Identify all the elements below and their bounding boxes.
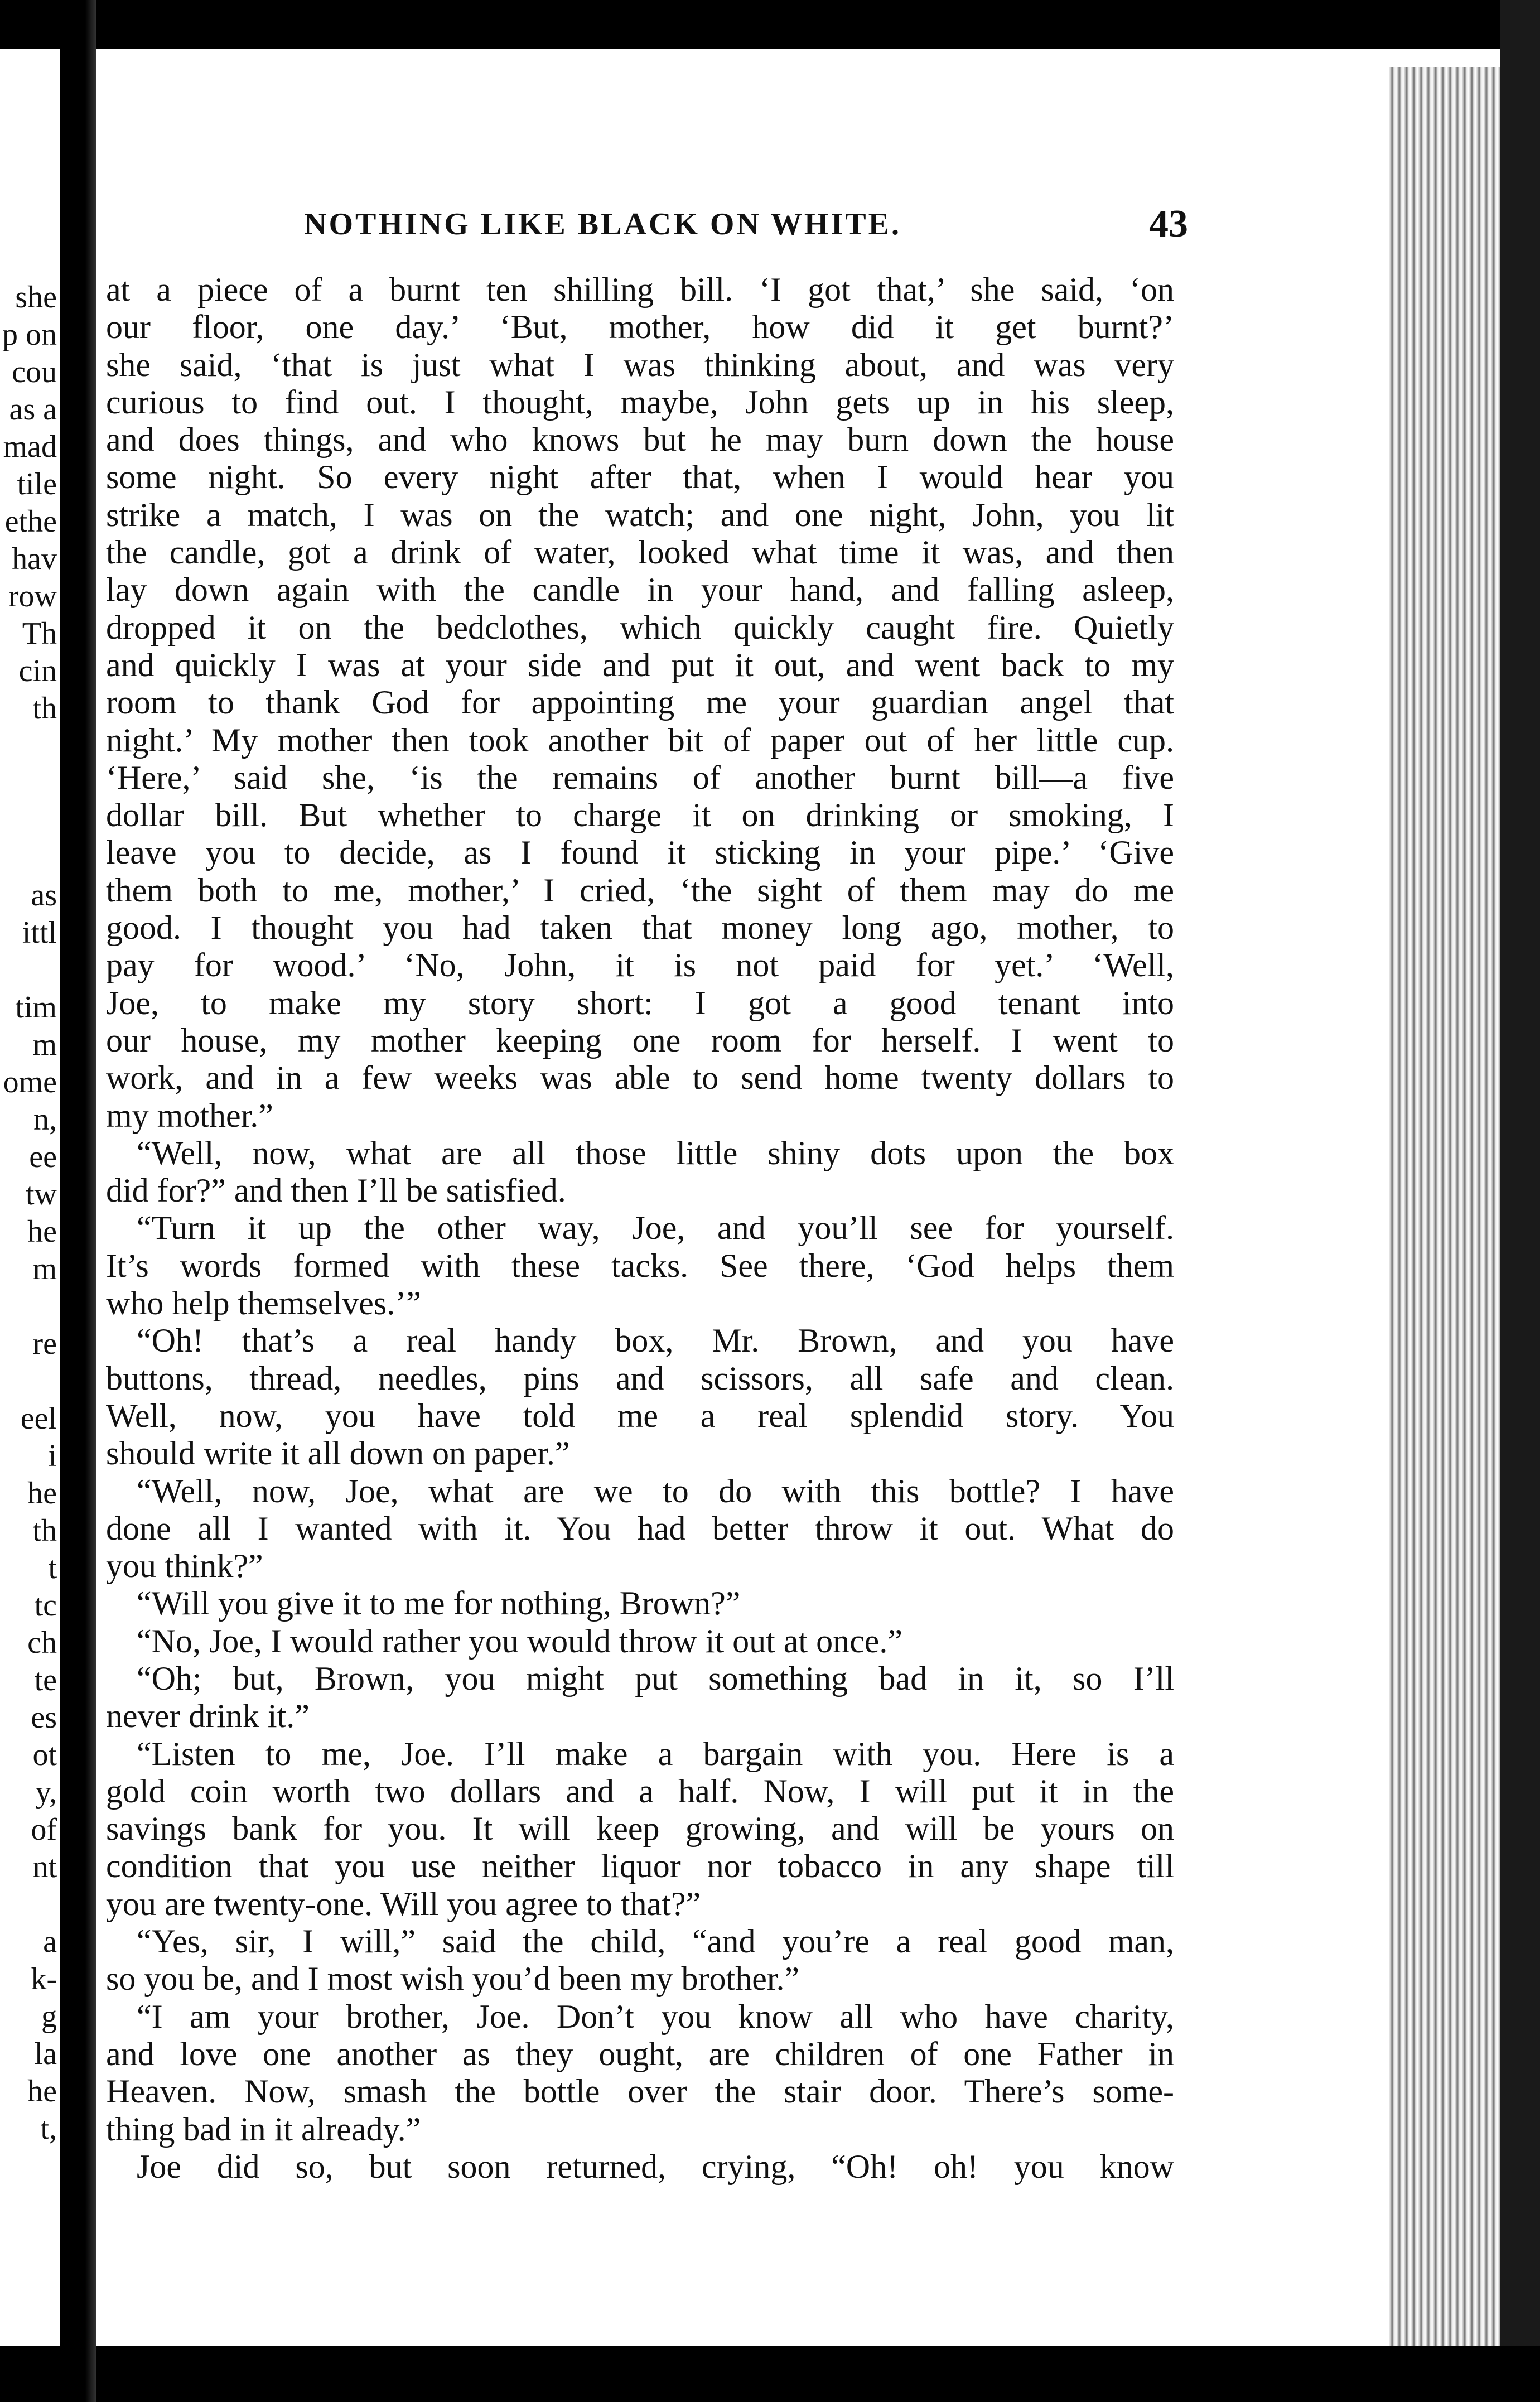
adjacent-page-fragment: t <box>48 1551 57 1585</box>
text-line: It’s words formed with these tacks. See there, ‘God helps them <box>106 1247 1174 1284</box>
text-line: Heaven. Now, smash the bottle over the stair door. There’s some- <box>106 2073 1174 2110</box>
text-line: and love one another as they ought, are children of one Father in <box>106 2035 1174 2072</box>
text-line: at a piece of a burnt ten shilling bill. ‘I got that,’ she said, ‘on <box>106 271 1174 308</box>
text-line: “Oh! that’s a real handy box, Mr. Brown, and you have <box>137 1322 1174 1359</box>
adjacent-page-fragment: p on <box>2 317 57 352</box>
adjacent-page-fragment: tile <box>17 467 57 501</box>
text-line: them both to me, mother,’ I cried, ‘the sight of them may do me <box>106 871 1174 909</box>
adjacent-page-fragment: as <box>31 878 57 913</box>
adjacent-page-fragment: te <box>34 1663 57 1697</box>
adjacent-page-fragment: as a <box>9 392 57 427</box>
adjacent-page-fragment: k- <box>31 1962 57 1996</box>
adjacent-page-fragments <box>0 279 60 2343</box>
adjacent-page-fragment: Th <box>22 616 57 651</box>
adjacent-page-fragment: he <box>27 1214 57 1249</box>
text-line: and does things, and who knows but he may burn down the house <box>106 421 1174 459</box>
scan-bottom-border <box>0 2346 1540 2402</box>
adjacent-page-fragment <box>0 840 60 877</box>
adjacent-page-fragment: of <box>31 1812 57 1847</box>
adjacent-page-fragment: n, <box>33 1102 57 1137</box>
text-line: buttons, thread, needles, pins and scissors, all safe and clean. <box>106 1359 1174 1397</box>
text-line: condition that you use neither liquor nor tobacco in any shape till <box>106 1848 1174 1885</box>
text-line: dropped it on the bedclothes, which quickly caught fire. Quietly <box>106 609 1174 646</box>
text-line: pay for wood.’ ‘No, John, it is not paid for yet.’ ‘Well, <box>106 947 1174 984</box>
adjacent-page-fragment <box>0 1288 60 1325</box>
text-line: Joe, to make my story short: I got a good tenant into <box>106 984 1174 1021</box>
text-line: curious to find out. I thought, maybe, John gets up in his sleep, <box>106 383 1174 421</box>
text-line: leave you to decide, as I found it sticking in your pipe.’ ‘Give <box>106 834 1174 871</box>
adjacent-page-fragment: mad <box>3 430 57 464</box>
text-line: “Well, now, what are all those little shiny dots upon the box <box>137 1134 1174 1171</box>
adjacent-page-fragment: m <box>32 1028 57 1062</box>
text-line: she said, ‘that is just what I was thinking about, and was very <box>106 346 1174 383</box>
adjacent-page-fragment: es <box>31 1700 57 1735</box>
text-line: “Listen to me, Joe. I’ll make a bargain with you. Here is a <box>137 1735 1174 1772</box>
text-line: did for?” and then I’ll be satisfied. <box>106 1172 566 1209</box>
text-line: good. I thought you had taken that money long ago, mother, to <box>106 909 1174 947</box>
text-line: “I am your brother, Joe. Don’t you know all who have charity, <box>137 1998 1174 2035</box>
text-line: thing bad in it already.” <box>106 2110 421 2148</box>
text-line: gold coin worth two dollars and a half. Now, I will put it in the <box>106 1772 1174 1810</box>
text-line: “Oh; but, Brown, you might put something bad in it, so I’ll <box>137 1660 1174 1697</box>
text-line: Well, now, you have told me a real splendid story. You <box>106 1397 1174 1434</box>
text-line: never drink it.” <box>106 1697 310 1735</box>
adjacent-page-fragment: cou <box>12 355 57 389</box>
text-line: and quickly I was at your side and put it out, and went back to my <box>106 646 1174 683</box>
text-line: Joe did so, but soon returned, crying, “Oh! oh! you know <box>137 2148 1174 2185</box>
adjacent-page-fragment: la <box>34 2037 57 2071</box>
text-line: my mother.” <box>106 1097 273 1134</box>
adjacent-page-fragment: tw <box>26 1177 57 1212</box>
adjacent-page-fragment: g <box>41 1999 57 2034</box>
text-line: work, and in a few weeks was able to send home twenty dollars to <box>106 1059 1174 1097</box>
text-line: you think?” <box>106 1547 263 1585</box>
text-line: “Turn it up the other way, Joe, and you’ll see for yourself. <box>137 1209 1174 1247</box>
scan-right-border <box>1500 0 1540 2402</box>
adjacent-page-fragment: i <box>48 1439 57 1473</box>
text-line: our floor, one day.’ ‘But, mother, how did it get burnt?’ <box>106 308 1174 346</box>
text-line: you are twenty-one. Will you agree to that?” <box>106 1885 701 1922</box>
adjacent-page-fragment: row <box>8 579 57 614</box>
adjacent-page-fragment: ch <box>27 1626 57 1660</box>
text-line: dollar bill. But whether to charge it on drinking or smoking, I <box>106 797 1174 834</box>
text-line: the candle, got a drink of water, looked what time it was, and then <box>106 534 1174 571</box>
adjacent-page-fragment: ittl <box>22 915 57 950</box>
adjacent-page-fragment: nt <box>32 1850 57 1884</box>
adjacent-page-fragment: tim <box>15 990 57 1025</box>
book-gutter-shadow <box>60 0 96 2402</box>
adjacent-page-fragment <box>0 952 60 989</box>
text-line: should write it all down on paper.” <box>106 1435 570 1472</box>
adjacent-page-fragment: hav <box>12 542 57 576</box>
text-line: lay down again with the candle in your hand, and falling asleep, <box>106 571 1174 609</box>
adjacent-page-fragment: a <box>43 1925 57 1959</box>
adjacent-page-fragment: y, <box>35 1775 57 1810</box>
page-number: 43 <box>1149 202 1188 245</box>
adjacent-page-fragment: he <box>27 2074 57 2109</box>
text-line: “Yes, sir, I will,” said the child, “and you’re a real good man, <box>137 1923 1174 1960</box>
adjacent-page-fragment: ot <box>32 1738 57 1772</box>
text-line: done all I wanted with it. You had better throw it out. What do <box>106 1509 1174 1547</box>
running-header <box>304 202 1188 251</box>
running-title: NOTHING LIKE BLACK ON WHITE. <box>304 207 901 242</box>
adjacent-page-fragment: ome <box>3 1065 57 1099</box>
adjacent-page-fragment: t, <box>40 2111 57 2146</box>
text-line: savings bank for you. It will keep growing, and will be yours on <box>106 1810 1174 1848</box>
adjacent-page-fragment: ethe <box>4 504 57 539</box>
adjacent-page-fragment <box>0 1363 60 1400</box>
page-edge-texture <box>1389 67 1500 2371</box>
adjacent-page-fragment: cin <box>18 654 57 688</box>
text-line: “Will you give it to me for nothing, Brown?” <box>137 1585 741 1622</box>
adjacent-page-fragment <box>0 1886 60 1923</box>
adjacent-page-fragment: th <box>32 691 57 726</box>
adjacent-page-fragment: m <box>32 1252 57 1286</box>
scan-top-border <box>0 0 1540 49</box>
text-line: so you be, and I most wish you’d been my brother.” <box>106 1960 800 1998</box>
body-text <box>106 271 1174 2186</box>
text-line: “Well, now, Joe, what are we to do with this bottle? I have <box>137 1472 1174 1509</box>
text-line: our house, my mother keeping one room for herself. I went to <box>106 1021 1174 1059</box>
adjacent-page-fragment: she <box>15 280 57 315</box>
text-line: ‘Here,’ said she, ‘is the remains of another burnt bill—a five <box>106 759 1174 796</box>
text-line: night.’ My mother then took another bit of paper out of her little cup. <box>106 721 1174 759</box>
text-line: room to thank God for appointing me your guardian angel that <box>106 684 1174 721</box>
adjacent-page-fragment: eel <box>20 1401 57 1436</box>
text-line: who help themselves.’” <box>106 1285 421 1322</box>
text-line: strike a match, I was on the watch; and one night, John, you lit <box>106 496 1174 533</box>
adjacent-page-fragment <box>0 727 60 765</box>
text-line: “No, Joe, I would rather you would throw it out at once.” <box>137 1622 902 1660</box>
adjacent-page-fragment <box>0 765 60 802</box>
adjacent-page-fragment: th <box>32 1513 57 1548</box>
adjacent-page-fragment <box>0 802 60 840</box>
adjacent-page-fragment: re <box>32 1327 57 1361</box>
adjacent-page-fragment: ee <box>29 1140 57 1174</box>
adjacent-page-fragment: he <box>27 1476 57 1511</box>
adjacent-page-fragment: tc <box>34 1588 57 1623</box>
text-line: some night. So every night after that, when I would hear you <box>106 459 1174 496</box>
